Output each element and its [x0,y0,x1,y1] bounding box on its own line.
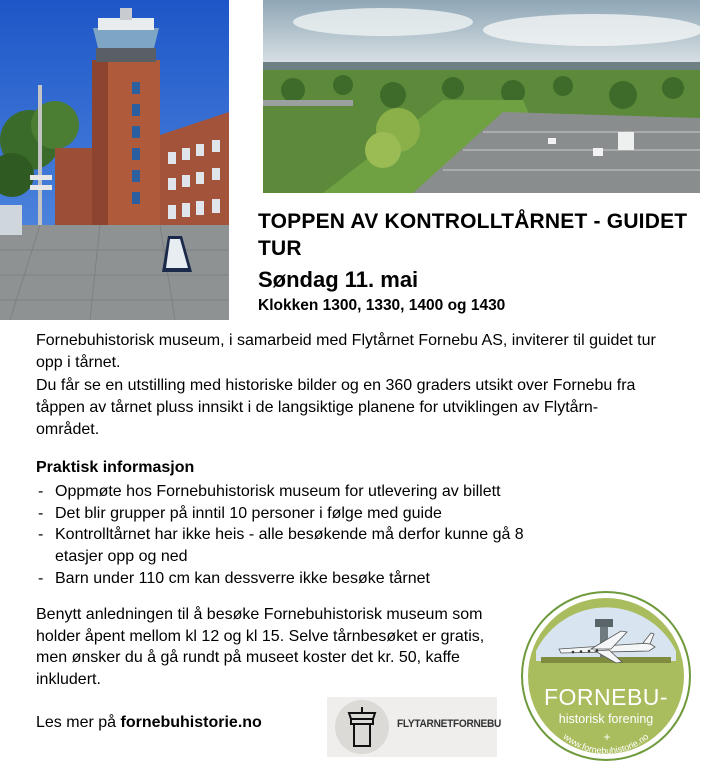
tower-icon [335,700,389,754]
flytarnet-fornebu-logo [327,697,502,757]
event-date: Søndag 11. mai [258,267,419,292]
list-item: - Det blir grupper på inntil 10 personer i følge med guide [36,503,596,525]
website-link[interactable]: fornebuhistorie.no [120,714,262,731]
aerial-view-photo [263,0,700,193]
list-item: - Barn under 110 cm kan dessverre ikke besøke tårnet [36,568,596,590]
badge-main-text: FORNEBU- [543,684,669,710]
badge-cross-icon: + [603,730,611,744]
visit-info-text: Benytt anledningen til å besøke Fornebuhistorisk museum som holder åpent mellom kl 12 og kl 15. Selve tårnbesøket er gratis, men ønsker du å gå rundt på museet koster det kr. 50, kaffe inkludert. [36,606,485,689]
badge-url-path: www.fornebuhistorie.no [561,731,651,756]
read-more-prefix: Les mer på [36,714,121,731]
flytarnet-logo-text: FLYTARNETFORNEBU [397,718,502,730]
read-more [36,714,262,732]
list-item: - Oppmøte hos Fornebuhistorisk museum for utlevering av billett [36,481,596,503]
fornebu-historisk-forening-badge [521,591,691,761]
practical-info-list [36,481,596,590]
control-tower-photo [0,0,229,320]
intro-paragraph-2: Du får se en utstilling med historiske bilder og en 360 graders utsikt over Fornebu fra tåppen av tårnet pluss innsikt i de langsiktige planene for utviklingen av Flytårn-området. [36,376,636,439]
event-title: TOPPEN AV KONTROLLTÅRNET - GUIDET TUR [258,210,688,260]
event-times: Klokken 1300, 1330, 1400 og 1430 [258,297,506,314]
practical-info-heading: Praktisk informasjon [36,459,195,476]
intro-paragraph-1: Fornebuhistorisk museum, i samarbeid med Flytårnet Fornebu AS, inviterer til guidet tur opp i tårnet. [36,332,656,372]
intro-text [36,330,656,441]
list-item: - Kontrolltårnet har ikke heis - alle besøkende må derfor kunne gå 8 etasjer opp og ned [36,524,575,567]
badge-sub-text: historisk forening [558,712,654,726]
